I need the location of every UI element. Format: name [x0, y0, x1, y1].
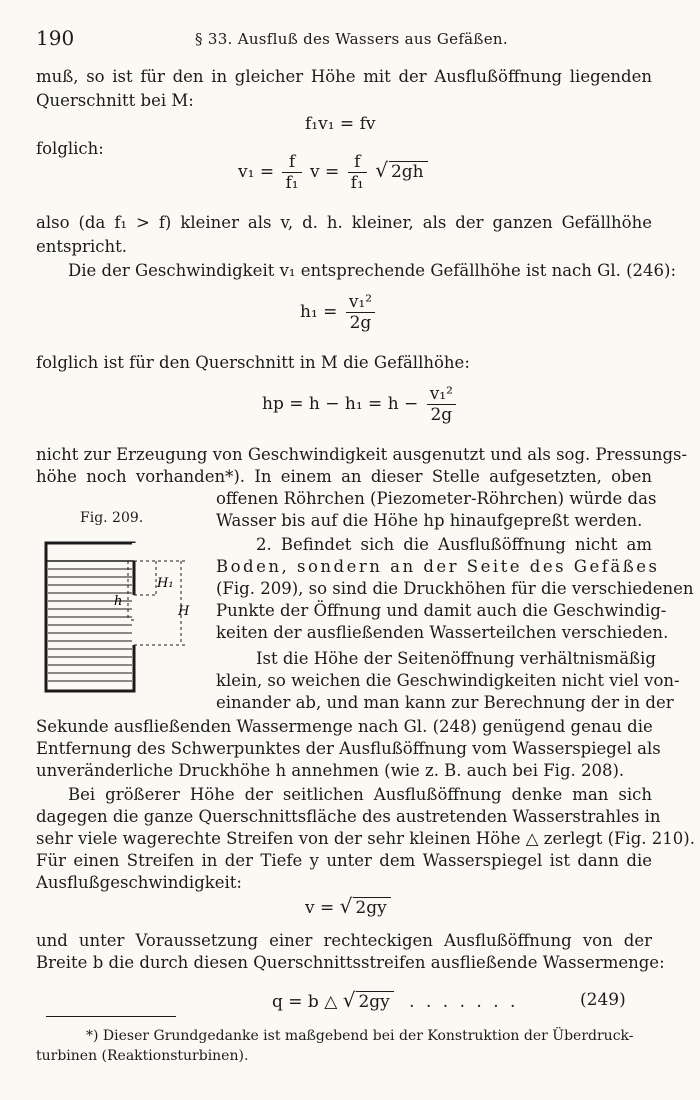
fraction — [282, 152, 301, 193]
sqrt-sign-icon: √ — [342, 988, 356, 1012]
eq-part: h₁ = — [300, 302, 338, 322]
fraction-denominator: f₁ — [350, 173, 364, 193]
equation-number: (249) — [580, 990, 626, 1010]
text-line: entspricht. — [36, 237, 127, 256]
text-line: sehr viele wagerechte Streifen von der sehr kleinen Höhe △ zerlegt (Fig. 210). — [36, 829, 695, 848]
footnote-line: *) Dieser Grundgedanke ist maßgebend bei der Konstruktion der Überdruck- — [86, 1028, 634, 1044]
text-line: Die der Geschwindigkeit v₁ entsprechende Gefällhöhe ist nach Gl. (246): — [68, 261, 677, 280]
sqrt-radicand: 2gy — [353, 897, 390, 918]
text-line: Sekunde ausfließenden Wassermenge nach Gl. (248) genügend genau die — [36, 717, 653, 736]
equation-discharge — [272, 988, 518, 1012]
text-line: (Fig. 209), so sind die Druckhöhen für die verschiedenen — [216, 579, 694, 598]
footnote-rule — [46, 1016, 176, 1017]
eq-part: v₁ = — [238, 162, 275, 182]
text-line: Breite b die durch diesen Querschnittsstreifen ausfließende Wassermenge: — [36, 953, 665, 972]
text-line: keiten der ausfließenden Wasserteilchen verschieden. — [216, 623, 669, 642]
fraction-numerator: v₁² — [346, 292, 375, 313]
fraction-numerator: f — [348, 152, 367, 173]
label-H: H — [178, 604, 190, 619]
equation-continuity: f₁v₁ = fv — [305, 114, 376, 134]
text-line: Bei größerer Höhe der seitlichen Ausflußöffnung denke man sich — [68, 785, 652, 804]
figure-209 — [36, 535, 196, 699]
text-line: nicht zur Erzeugung von Geschwindigkeit ausgenutzt und als sog. Pressungs- — [36, 445, 688, 464]
sqrt-sign-icon: √ — [375, 158, 388, 182]
eq-part: v = — [305, 898, 335, 918]
text-line: Ist die Höhe der Seitenöffnung verhältnismäßig — [256, 649, 656, 668]
running-head: § 33. Ausfluß des Wassers aus Gefäßen. — [195, 30, 508, 48]
fraction-denominator: 2g — [349, 313, 372, 333]
equation-head — [300, 292, 378, 333]
text-line: und unter Voraussetzung einer rechteckigen Ausflußöffnung von der — [36, 931, 652, 950]
eq-part: q = b △ — [272, 992, 338, 1012]
text-line: Für einen Streifen in der Tiefe y unter dem Wasserspiegel ist dann die — [36, 851, 652, 870]
fraction — [427, 384, 456, 425]
text-line: Querschnitt bei M: — [36, 91, 194, 110]
sqrt-radicand: 2gy — [356, 991, 393, 1012]
text-line: klein, so weichen die Geschwindigkeiten nicht viel von- — [216, 671, 680, 690]
figure-caption: Fig. 209. — [80, 510, 144, 526]
text-line: 2. Befindet sich die Ausflußöffnung nicht am — [256, 535, 652, 554]
leader-dots: . . . . . . . — [409, 992, 519, 1012]
equation-pressure-head — [262, 384, 459, 425]
fraction-numerator: f — [282, 152, 301, 173]
text-line: Punkte der Öffnung und damit auch die Geschwindig- — [216, 601, 667, 620]
text-line: offenen Röhrchen (Piezometer-Röhrchen) würde das — [216, 489, 657, 508]
text-line: dagegen die ganze Querschnittsfläche des austretenden Wasserstrahles in — [36, 807, 661, 826]
equation-velocity — [238, 152, 428, 193]
text-line: folglich: — [36, 139, 104, 158]
text-line: höhe noch vorhanden*). In einem an dieser Stelle aufgesetzten, oben — [36, 467, 652, 486]
text-line: Boden, sondern an der Seite des Gefäßes — [216, 557, 660, 576]
footnote-line: turbinen (Reaktionsturbinen). — [36, 1048, 249, 1064]
fraction — [346, 292, 375, 333]
sqrt-radicand: 2gh — [389, 161, 428, 182]
eq-part: hp = h − h₁ = h − — [262, 394, 419, 414]
text-line: Ausflußgeschwindigkeit: — [36, 873, 242, 892]
fraction-denominator: 2g — [430, 405, 453, 425]
vessel-diagram — [36, 535, 196, 695]
equation-outflow-velocity — [305, 894, 391, 918]
text-line: einander ab, und man kann zur Berechnung der in der — [216, 693, 674, 712]
fraction-numerator: v₁² — [427, 384, 456, 405]
label-H1: H₁ — [157, 576, 174, 591]
water-hatching — [48, 569, 132, 681]
text-line: Entfernung des Schwerpunktes der Ausflußöffnung vom Wasserspiegel als — [36, 739, 661, 758]
page-number: 190 — [36, 26, 75, 50]
label-h: h — [114, 594, 123, 609]
fraction-denominator: f₁ — [285, 173, 299, 193]
text-line: folglich ist für den Querschnitt in M die Gefällhöhe: — [36, 353, 470, 372]
text-line: also (da f₁ > f) kleiner als v, d. h. kleiner, als der ganzen Gefällhöhe — [36, 213, 652, 232]
vessel-opening — [132, 543, 138, 561]
sqrt-sign-icon: √ — [339, 894, 353, 918]
text-line: muß, so ist für den in gleicher Höhe mit der Ausflußöffnung liegenden — [36, 67, 652, 86]
text-line: Wasser bis auf die Höhe hp hinaufgepreßt werden. — [216, 511, 643, 530]
eq-part: v = — [310, 162, 340, 182]
fraction — [348, 152, 367, 193]
text-line: unveränderliche Druckhöhe h annehmen (wie z. B. auch bei Fig. 208). — [36, 761, 625, 780]
